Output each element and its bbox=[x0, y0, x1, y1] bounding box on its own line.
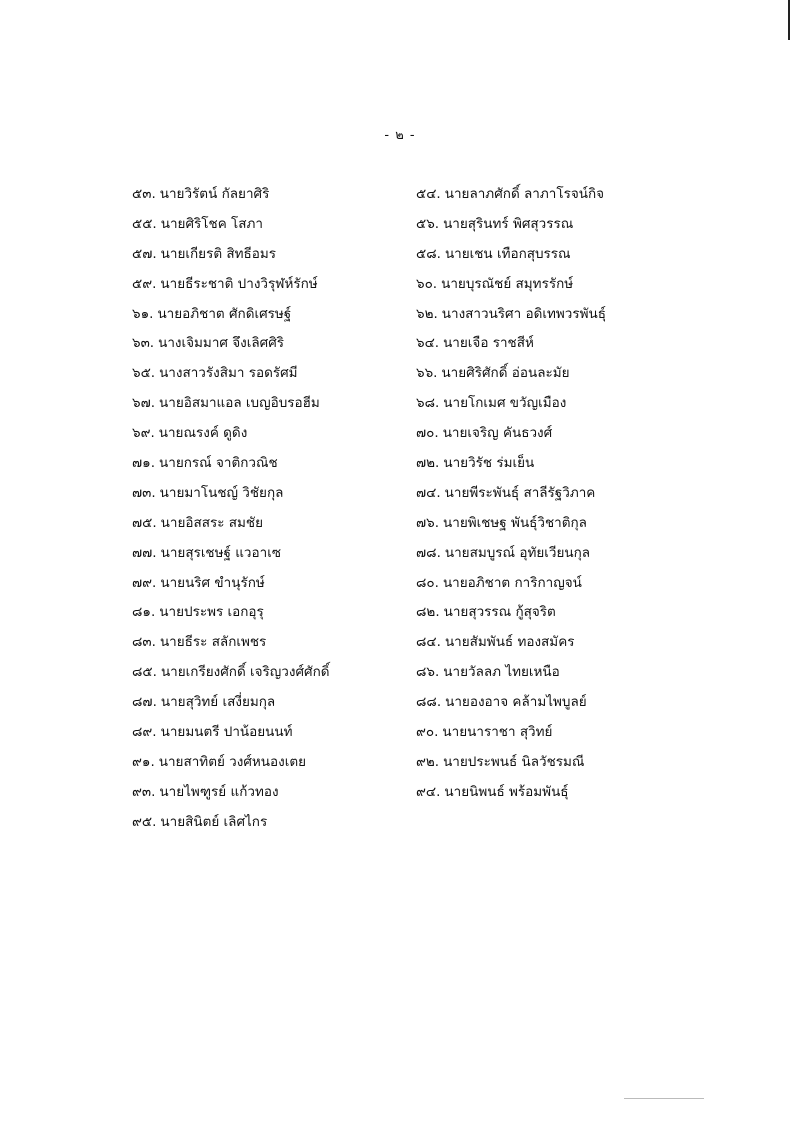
item-number: ๙๑. bbox=[132, 753, 155, 770]
item-name: นายสุวิทย์ เสงี่ยมกุล bbox=[160, 694, 276, 711]
item-number: ๙๔. bbox=[416, 783, 441, 800]
item-number: ๘๗. bbox=[132, 694, 157, 711]
item-number: ๘๐. bbox=[416, 574, 439, 591]
list-item bbox=[416, 778, 652, 808]
item-name: นายสุรเชษฐ์ แวอาเซ bbox=[160, 544, 281, 561]
item-name: นายสัมพันธ์ ทองสมัคร bbox=[444, 634, 575, 651]
item-name: นายมนตรี ปาน้อยนนท์ bbox=[160, 724, 293, 741]
list-item bbox=[416, 300, 652, 330]
bottom-edge-mark bbox=[624, 1098, 704, 1099]
item-number: ๗๓. bbox=[132, 484, 156, 501]
list-item bbox=[132, 688, 416, 718]
item-number: ๕๔. bbox=[416, 186, 441, 202]
item-name: นายธีระชาติ ปางวิรุฬห์รักษ์ bbox=[160, 275, 318, 292]
list-item bbox=[132, 569, 416, 599]
item-name: นางสาวรังสิมา รอดรัศมี bbox=[159, 365, 298, 382]
item-name: นายพิเชษฐ พันธุ์วิชาติกุล bbox=[443, 514, 587, 531]
item-name: นายนริศ ขำนุรักษ์ bbox=[160, 574, 265, 591]
item-name: นายไพฑูรย์ แก้วทอง bbox=[159, 783, 279, 800]
list-item bbox=[416, 419, 652, 449]
list-item bbox=[132, 718, 416, 748]
item-number: ๖๓. bbox=[132, 335, 155, 352]
item-number: ๗๑. bbox=[132, 455, 156, 472]
item-name: นายพีระพันธุ์ สาลีรัฐวิภาค bbox=[444, 484, 596, 501]
list-item bbox=[132, 449, 416, 479]
item-number: ๘๘. bbox=[416, 694, 442, 711]
item-number: ๘๒. bbox=[416, 604, 440, 621]
item-number: ๗๘. bbox=[416, 544, 441, 561]
item-number: ๙๕. bbox=[132, 813, 157, 830]
list-item bbox=[132, 748, 416, 778]
item-number: ๘๔. bbox=[416, 634, 441, 651]
item-name: นายธีระ สลักเพชร bbox=[159, 634, 267, 651]
item-name: นายเชน เทือกสุบรรณ bbox=[444, 245, 571, 262]
list-item bbox=[416, 748, 652, 778]
item-number: ๙๓. bbox=[132, 783, 156, 800]
list-item bbox=[132, 300, 416, 330]
list-item bbox=[132, 389, 416, 419]
item-number: ๗๙. bbox=[132, 574, 157, 591]
item-name: นางเจิมมาศ จึงเลิศศิริ bbox=[158, 335, 285, 352]
name-list bbox=[132, 180, 652, 838]
item-number: ๘๑. bbox=[132, 604, 156, 621]
item-number: ๗๐. bbox=[416, 425, 439, 442]
item-name: นายณรงค์ ดูดิง bbox=[158, 425, 248, 442]
item-name: นายเจือ ราชสีห์ bbox=[443, 335, 534, 352]
list-item bbox=[132, 808, 416, 838]
item-number: ๗๗. bbox=[132, 544, 157, 561]
item-number: ๘๖. bbox=[416, 664, 440, 681]
list-item bbox=[416, 329, 652, 359]
item-number: ๖๒. bbox=[416, 305, 438, 322]
list-item bbox=[416, 569, 652, 599]
list-item bbox=[132, 479, 416, 509]
list-item bbox=[416, 658, 652, 688]
item-number: ๕๙. bbox=[132, 275, 157, 292]
item-name: นายวัลลภ ไทยเหนือ bbox=[443, 664, 560, 681]
list-item bbox=[416, 270, 652, 300]
list-item bbox=[416, 210, 652, 240]
item-number: ๘๙. bbox=[132, 724, 157, 741]
item-number: ๖๐. bbox=[416, 275, 438, 292]
item-name: นางสาวนริศา อดิเทพวรพันธุ์ bbox=[441, 305, 606, 322]
item-name: นายเกียรติ สิทธีอมร bbox=[160, 245, 277, 262]
list-item bbox=[416, 180, 652, 210]
item-number: ๘๓. bbox=[132, 634, 156, 651]
list-item bbox=[416, 598, 652, 628]
list-item bbox=[132, 778, 416, 808]
list-item bbox=[416, 240, 652, 270]
item-number: ๗๕. bbox=[132, 514, 157, 531]
list-item bbox=[416, 479, 652, 509]
item-name: นายศิริศักดิ์ อ่อนละมัย bbox=[441, 365, 570, 382]
corner-mark bbox=[788, 0, 790, 40]
list-item bbox=[132, 419, 416, 449]
list-item bbox=[132, 509, 416, 539]
item-name: นายเจริญ คันธวงศ์ bbox=[442, 425, 553, 442]
item-name: นายองอาจ คล้ามไพบูลย์ bbox=[445, 694, 587, 711]
item-name: นายนิพนธ์ พร้อมพันธุ์ bbox=[444, 783, 569, 800]
item-name: นายศิริโชค โสภา bbox=[160, 215, 263, 232]
list-item bbox=[416, 688, 652, 718]
item-name: นายอภิชาต ศักดิเศรษฐ์ bbox=[157, 305, 292, 322]
item-number: ๗๔. bbox=[416, 484, 441, 501]
item-number: ๗๒. bbox=[416, 455, 440, 472]
page-number: - ๒ - bbox=[384, 128, 416, 143]
item-name: นายเกรียงศักดิ์ เจริญวงศ์ศักดิ์ bbox=[160, 664, 330, 681]
item-number: ๗๖. bbox=[416, 514, 440, 531]
item-name: นายอิสมาแอล เบญอิบรอฮีม bbox=[159, 395, 320, 412]
item-name: นายประพร เอกอุรุ bbox=[159, 604, 264, 621]
list-item bbox=[132, 658, 416, 688]
item-number: ๘๕. bbox=[132, 664, 157, 681]
item-number: ๕๘. bbox=[416, 245, 441, 262]
list-item bbox=[132, 240, 416, 270]
item-name: นายประพนธ์ นิลวัชรมณี bbox=[443, 753, 585, 770]
item-number: ๖๕. bbox=[132, 365, 156, 382]
item-name: นายสุวรรณ กู้สุจริต bbox=[443, 604, 556, 621]
list-item bbox=[416, 509, 652, 539]
list-item bbox=[132, 210, 416, 240]
list-item bbox=[416, 359, 652, 389]
item-number: ๙๒. bbox=[416, 753, 440, 770]
item-name: นายบุรณัชย์ สมุทรรักษ์ bbox=[441, 275, 574, 292]
item-number: ๖๔. bbox=[416, 335, 440, 352]
item-number: ๙๐. bbox=[416, 724, 439, 741]
list-item bbox=[132, 539, 416, 569]
item-number: ๖๑. bbox=[132, 305, 154, 322]
item-number: ๕๕. bbox=[132, 215, 157, 232]
item-name: นายสาทิตย์ วงศ์หนองเตย bbox=[158, 753, 307, 770]
list-item bbox=[416, 449, 652, 479]
list-item bbox=[132, 628, 416, 658]
item-name: นายวิรัช ร่มเย็น bbox=[443, 455, 535, 472]
item-name: นายมาโนชญ์ วิชัยกุล bbox=[159, 484, 284, 501]
list-item bbox=[416, 389, 652, 419]
item-number: ๕๗. bbox=[132, 245, 157, 262]
item-number: ๖๗. bbox=[132, 395, 156, 412]
list-item bbox=[416, 718, 652, 748]
item-number: ๕๖. bbox=[416, 215, 440, 232]
list-item bbox=[416, 628, 652, 658]
list-item bbox=[132, 270, 416, 300]
list-item bbox=[132, 598, 416, 628]
item-number: ๖๙. bbox=[132, 425, 155, 442]
item-name: นายนาราชา สุวิทย์ bbox=[442, 724, 553, 741]
item-name: นายอภิชาต การิกาญจน์ bbox=[442, 574, 582, 591]
item-name: นายกรณ์ จาติกวณิช bbox=[159, 455, 278, 472]
item-name: นายสมบูรณ์ อุทัยเวียนกุล bbox=[444, 544, 591, 561]
item-number: ๕๓. bbox=[132, 186, 156, 202]
item-name: นายวิรัตน์ กัลยาศิริ bbox=[159, 186, 270, 202]
item-number: ๖๖. bbox=[416, 365, 438, 382]
list-item bbox=[132, 329, 416, 359]
list-item bbox=[416, 539, 652, 569]
list-item bbox=[132, 180, 416, 210]
item-number: ๖๘. bbox=[416, 395, 440, 412]
item-name: นายสินิตย์ เลิศไกร bbox=[160, 813, 268, 830]
item-name: นายอิสสระ สมชัย bbox=[160, 514, 263, 531]
item-name: นายสุรินทร์ พิศสุวรรณ bbox=[443, 215, 574, 232]
item-name: นายลาภศักดิ์ ลาภาโรจน์กิจ bbox=[444, 186, 605, 202]
list-item bbox=[132, 359, 416, 389]
item-name: นายโกเมศ ขวัญเมือง bbox=[443, 395, 567, 412]
